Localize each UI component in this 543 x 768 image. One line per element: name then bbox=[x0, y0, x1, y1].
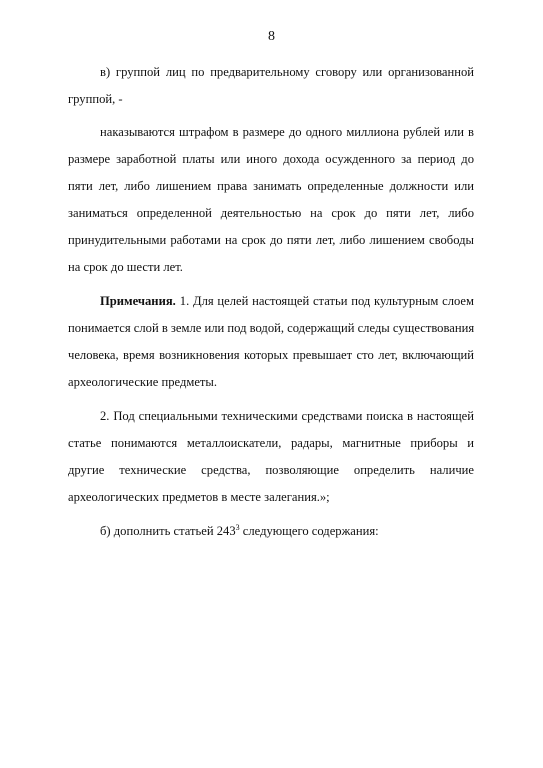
text-line: группой, - bbox=[68, 92, 123, 106]
text-line: на срок до шести лет. bbox=[68, 260, 183, 274]
text-line: археологических предметов в месте залегания.»; bbox=[68, 490, 330, 504]
last-line-prefix: б) дополнить статьей 243 bbox=[100, 524, 236, 538]
text-line: принудительными работами на срок до пяти лет, либо лишением свободы bbox=[68, 233, 474, 247]
text-line: другие технические средства, позволяющие определить наличие bbox=[68, 463, 474, 477]
text-line: человека, время возникновения которых превышает сто лет, включающий bbox=[68, 348, 474, 362]
text-line: размере заработной платы или иного дохода осужденного за период до bbox=[68, 152, 474, 166]
note-label: Примечания. bbox=[100, 294, 176, 308]
page-number: 8 bbox=[268, 29, 275, 44]
last-line bbox=[100, 523, 474, 539]
note-line bbox=[100, 293, 474, 309]
text-line: археологические предметы. bbox=[68, 375, 218, 389]
text-line: заниматься определенной деятельностью на срок до пяти лет, либо bbox=[68, 206, 474, 220]
text-line: статье понимаются металлоискатели, радары, магнитные приборы и bbox=[68, 436, 474, 450]
text-line: наказываются штрафом в размере до одного миллиона рублей или в bbox=[100, 125, 474, 139]
article-superscript: 3 bbox=[235, 523, 240, 532]
text-line: пяти лет, либо лишением права занимать определенные должности или bbox=[68, 179, 474, 193]
text-line: в) группой лиц по предварительному сговору или организованной bbox=[100, 65, 474, 79]
text-line: 2. Под специальными техническими средствами поиска в настоящей bbox=[100, 409, 474, 423]
last-line-suffix: следующего содержания: bbox=[239, 524, 379, 538]
text-line: 1. Для целей настоящей статьи под культурным слоем bbox=[179, 294, 474, 308]
text-line: понимается слой в земле или под водой, содержащий следы существования bbox=[68, 321, 475, 335]
